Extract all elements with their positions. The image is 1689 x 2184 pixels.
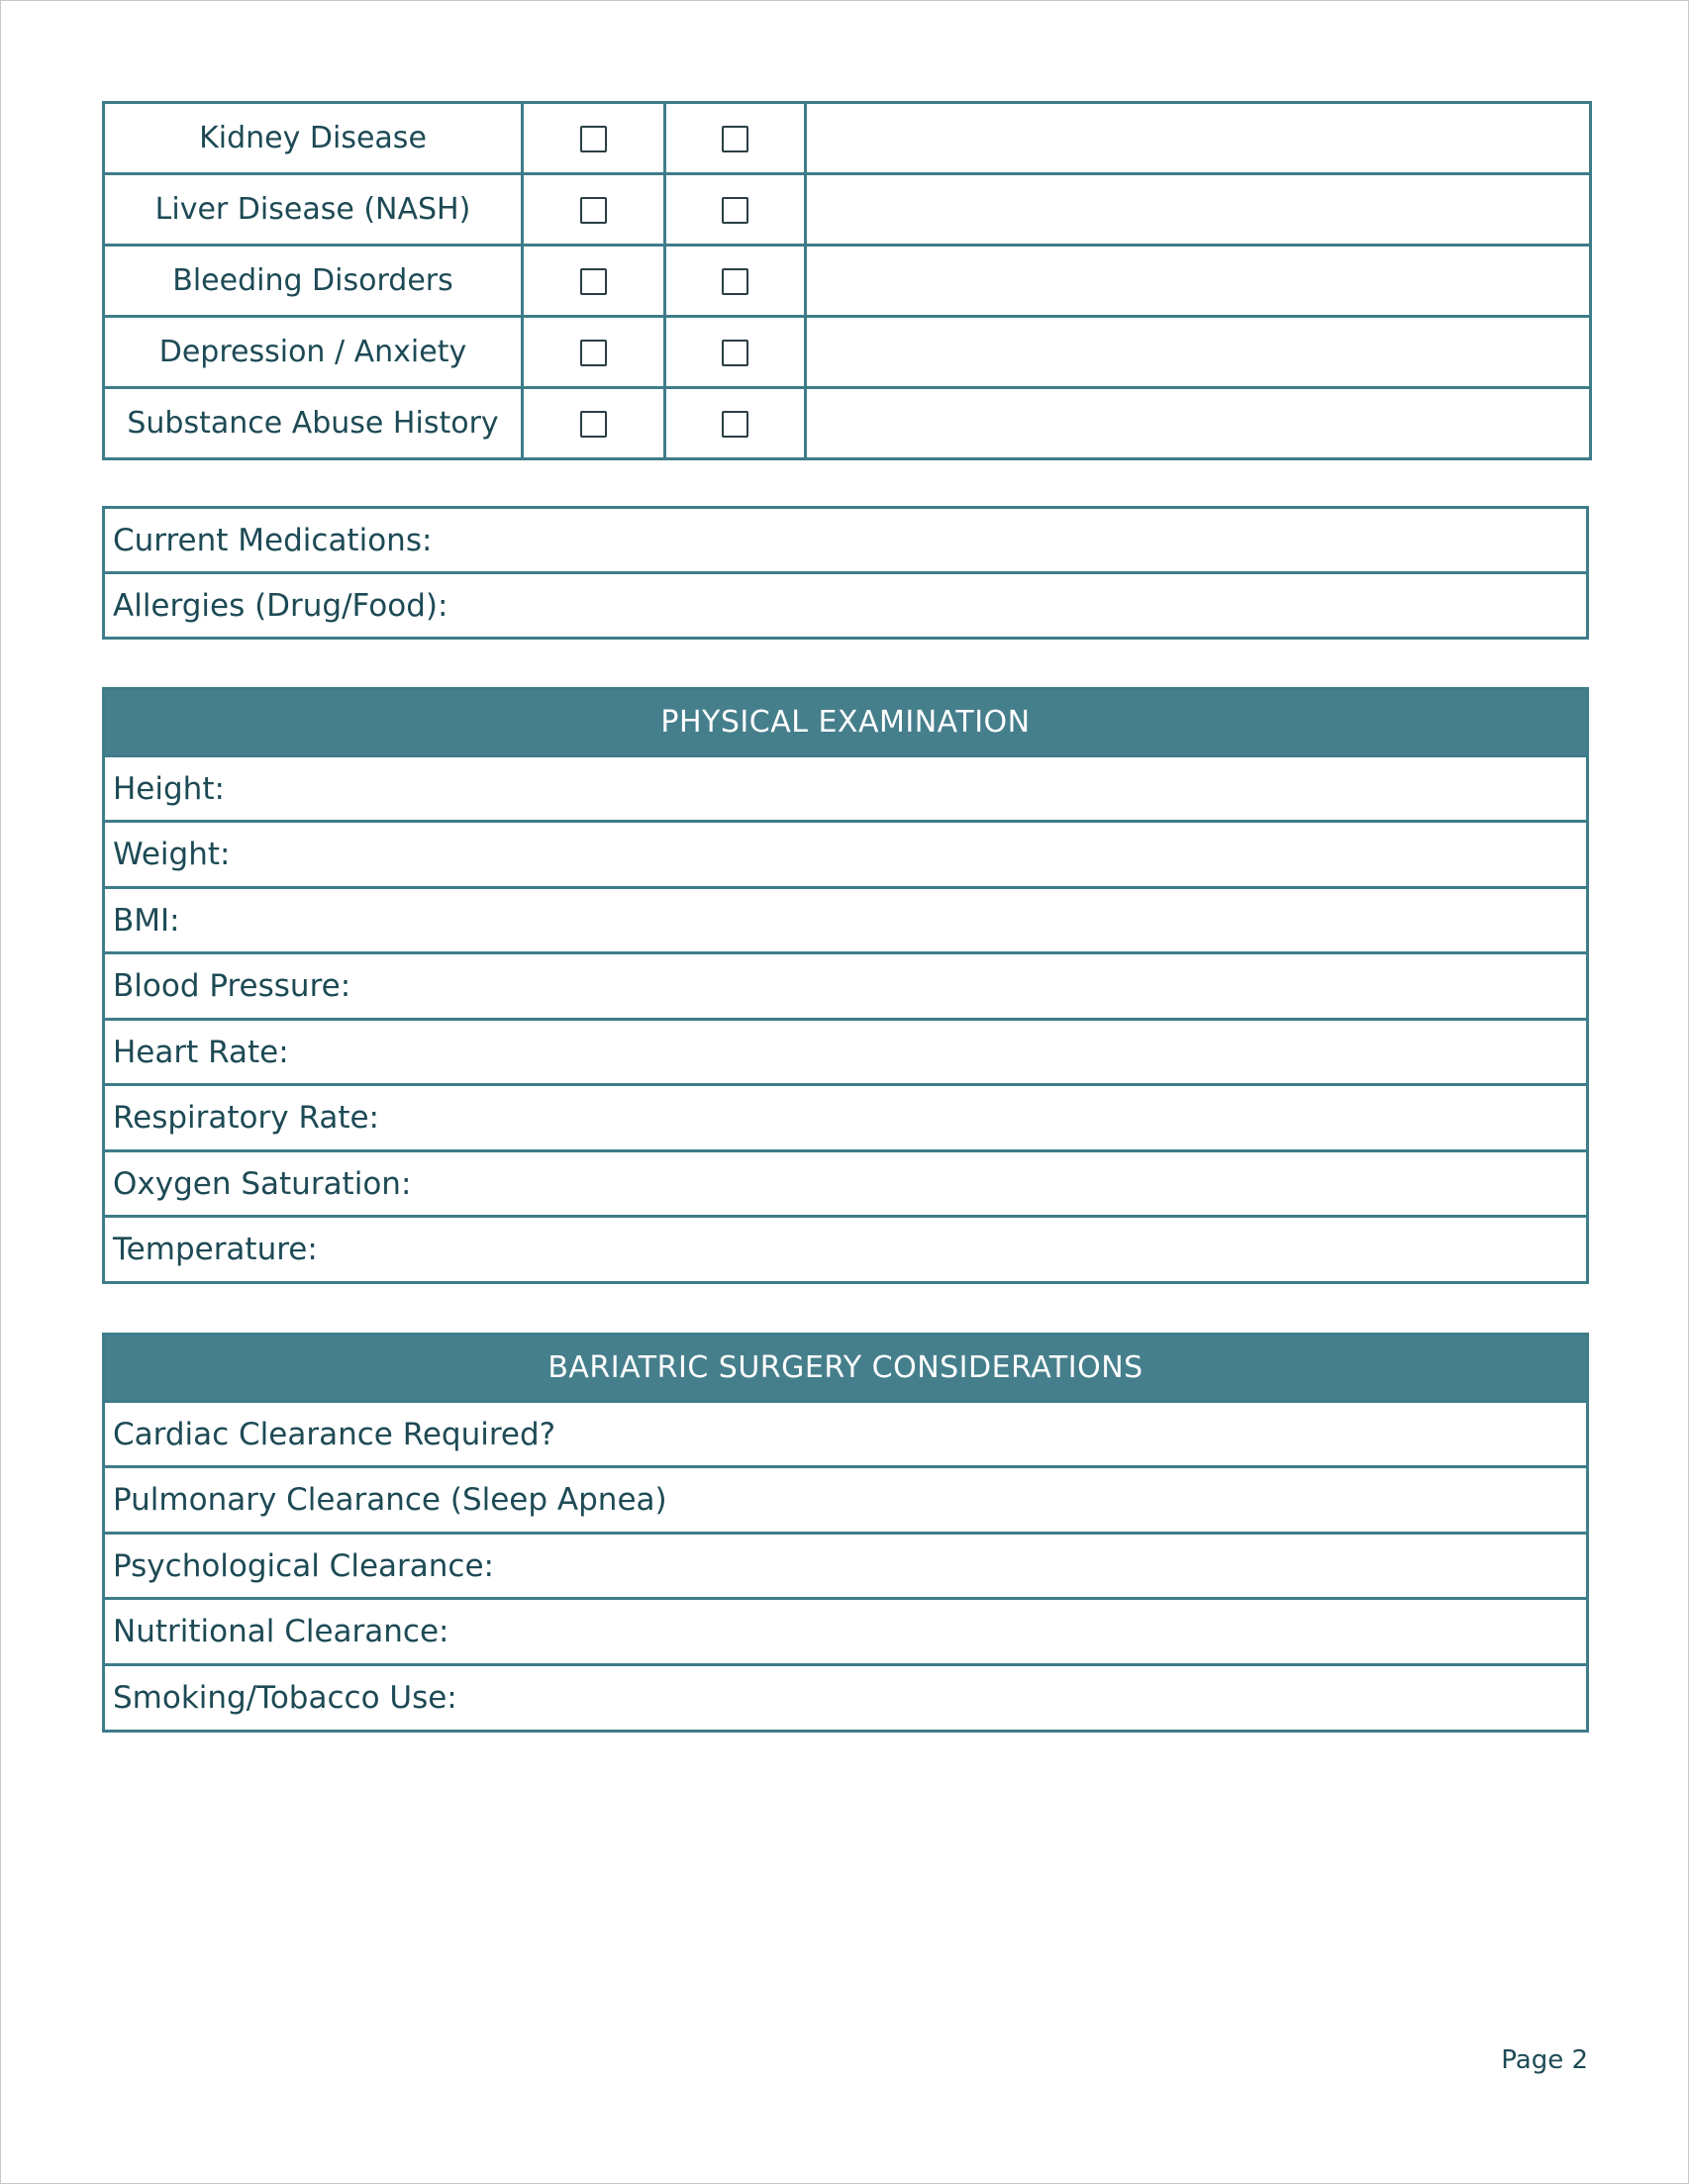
psychological-clearance-field[interactable]: [105, 1535, 1586, 1600]
no-checkbox[interactable]: [722, 340, 748, 366]
yes-cell: [523, 317, 665, 388]
oxygen-saturation-field[interactable]: [105, 1152, 1586, 1218]
yes-cell: [523, 174, 665, 246]
allergies-label: Allergies (Drug/Food):: [113, 587, 448, 624]
bmi-field[interactable]: [105, 889, 1586, 954]
no-cell: [665, 246, 806, 317]
field-label: Temperature:: [113, 1232, 318, 1267]
weight-field[interactable]: [105, 823, 1586, 889]
notes-cell[interactable]: [806, 388, 1591, 459]
no-checkbox[interactable]: [722, 411, 748, 438]
temperature-field[interactable]: [105, 1218, 1586, 1281]
page-number: Page 2: [1501, 2045, 1588, 2075]
physical-examination-header: PHYSICAL EXAMINATION: [105, 690, 1586, 757]
notes-cell[interactable]: [806, 317, 1591, 388]
notes-cell[interactable]: [806, 174, 1591, 246]
current-medications-field[interactable]: [105, 509, 1586, 574]
field-label: Cardiac Clearance Required?: [113, 1416, 556, 1452]
no-checkbox[interactable]: [722, 197, 748, 224]
no-cell: [665, 388, 806, 459]
condition-name: Kidney Disease: [104, 103, 523, 174]
current-medications-label: Current Medications:: [113, 522, 433, 558]
field-label: Oxygen Saturation:: [113, 1165, 412, 1202]
field-label: Psychological Clearance:: [113, 1547, 494, 1584]
yes-checkbox[interactable]: [580, 197, 607, 224]
nutritional-clearance-field[interactable]: [105, 1600, 1586, 1666]
field-label: BMI:: [113, 902, 180, 939]
table-row: [104, 103, 1591, 174]
field-label: Weight:: [113, 837, 231, 872]
table-row: [104, 174, 1591, 246]
no-cell: [665, 103, 806, 174]
no-checkbox[interactable]: [722, 126, 748, 152]
condition-name: Depression / Anxiety: [104, 317, 523, 388]
field-label: Height:: [113, 770, 225, 807]
table-row: [104, 388, 1591, 459]
yes-checkbox[interactable]: [580, 411, 607, 438]
physical-examination-section: [102, 687, 1589, 1284]
yes-cell: [523, 246, 665, 317]
blood-pressure-field[interactable]: [105, 954, 1586, 1021]
condition-name: Bleeding Disorders: [104, 246, 523, 317]
height-field[interactable]: [105, 757, 1586, 823]
condition-name: Substance Abuse History: [104, 388, 523, 459]
no-cell: [665, 317, 806, 388]
bariatric-considerations-header: BARIATRIC SURGERY CONSIDERATIONS: [105, 1336, 1586, 1403]
no-cell: [665, 174, 806, 246]
yes-checkbox[interactable]: [580, 268, 607, 295]
condition-name: Liver Disease (NASH): [104, 174, 523, 246]
no-checkbox[interactable]: [722, 268, 748, 295]
yes-cell: [523, 388, 665, 459]
heart-rate-field[interactable]: [105, 1021, 1586, 1086]
pulmonary-clearance-field[interactable]: [105, 1468, 1586, 1535]
field-label: Nutritional Clearance:: [113, 1614, 449, 1649]
field-label: Blood Pressure:: [113, 968, 351, 1004]
respiratory-rate-field[interactable]: [105, 1086, 1586, 1152]
cardiac-clearance-field[interactable]: [105, 1403, 1586, 1468]
field-label: Smoking/Tobacco Use:: [113, 1680, 457, 1716]
field-label: Heart Rate:: [113, 1034, 289, 1070]
yes-cell: [523, 103, 665, 174]
field-label: Pulmonary Clearance (Sleep Apnea): [113, 1482, 667, 1518]
table-row: [104, 317, 1591, 388]
allergies-field[interactable]: [105, 574, 1586, 637]
yes-checkbox[interactable]: [580, 340, 607, 366]
bariatric-considerations-section: [102, 1333, 1589, 1733]
yes-checkbox[interactable]: [580, 126, 607, 152]
field-label: Respiratory Rate:: [113, 1100, 379, 1136]
smoking-tobacco-field[interactable]: [105, 1666, 1586, 1730]
notes-cell[interactable]: [806, 246, 1591, 317]
table-row: [104, 246, 1591, 317]
notes-cell[interactable]: [806, 103, 1591, 174]
medical-conditions-table: [102, 101, 1592, 460]
medications-box: [102, 506, 1589, 640]
